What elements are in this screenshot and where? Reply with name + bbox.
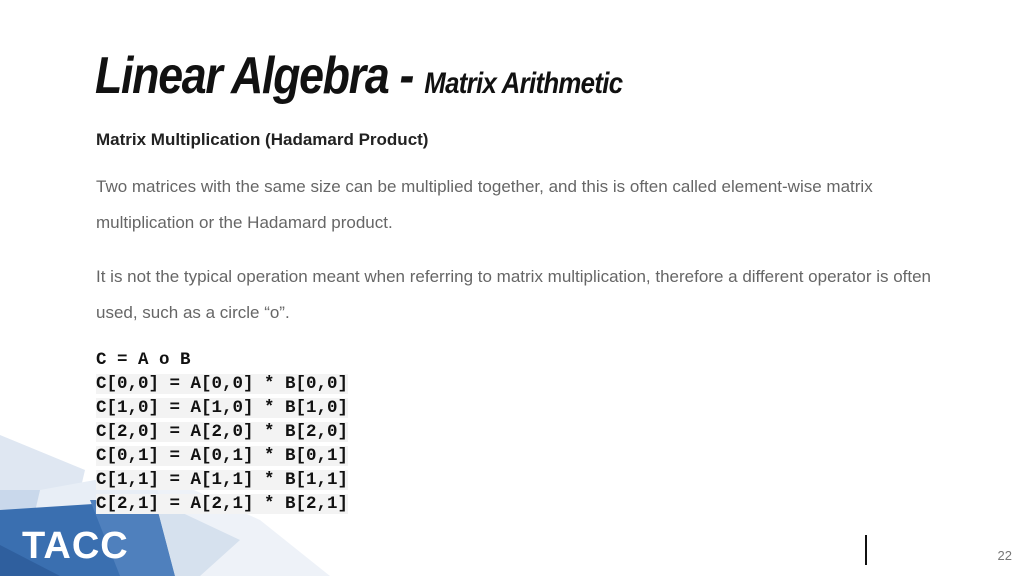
code-line: C[0,1] = A[0,1] * B[0,1] [96, 446, 349, 466]
tacc-logo: TACC [22, 525, 129, 567]
paragraph-definition: Two matrices with the same size can be multiplied together, and this is often called element-wise matrix multiplication or the Hadamard product. [96, 177, 873, 232]
section-heading: Matrix Multiplication (Hadamard Product) [96, 130, 429, 149]
code-line: C[1,1] = A[1,1] * B[1,1] [96, 470, 349, 490]
page-number: 22 [997, 548, 1012, 563]
slide-title [95, 46, 622, 106]
code-line: C[2,0] = A[2,0] * B[2,0] [96, 422, 349, 442]
title-subtitle: Matrix Arithmetic [424, 67, 623, 100]
code-line: C[0,0] = A[0,0] * B[0,0] [96, 374, 349, 394]
paragraph-operator-note: It is not the typical operation meant when referring to matrix multiplication, therefore a different operator is often used, such as a circle “o”. [96, 267, 932, 322]
title-main: Linear Algebra - [95, 47, 425, 105]
footer-divider [865, 535, 867, 565]
code-line: C[2,1] = A[2,1] * B[2,1] [96, 494, 349, 514]
code-line: C = A o B [96, 350, 191, 370]
code-line: C[1,0] = A[1,0] * B[1,0] [96, 398, 349, 418]
code-block [96, 348, 348, 516]
